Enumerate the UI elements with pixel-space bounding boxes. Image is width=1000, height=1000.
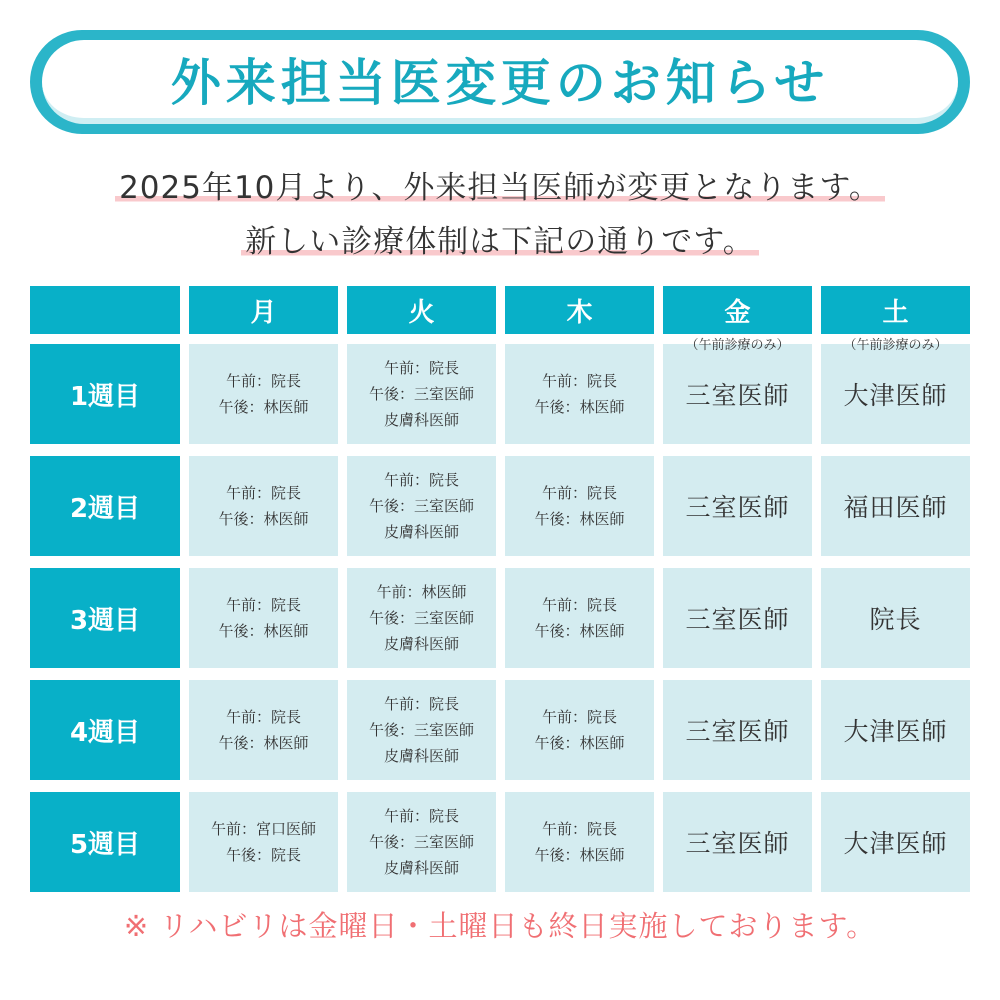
header-corner: [30, 286, 180, 334]
header-fri: 金: [663, 286, 812, 334]
schedule-line: 午前：院長: [383, 695, 459, 713]
schedule-cell-tue: [347, 792, 496, 892]
schedule-line: 午後：林医師: [534, 398, 625, 416]
schedule-line: 午前：院長: [541, 372, 617, 390]
schedule-line: 午後：林医師: [218, 622, 309, 640]
schedule-line: 午前：院長: [383, 359, 459, 377]
header-sat: 土: [821, 286, 970, 334]
schedule-line: 皮膚科医師: [383, 411, 459, 429]
schedule-line: 皮膚科医師: [383, 523, 459, 541]
schedule-cell-sat: 福田医師: [821, 456, 970, 556]
schedule-line: 午後：三室医師: [368, 497, 474, 515]
schedule-line: 午後：林医師: [534, 622, 625, 640]
schedule-line: 皮膚科医師: [383, 859, 459, 877]
schedule-cell-fri: 三室医師: [663, 344, 812, 444]
schedule-line: 午前：院長: [225, 372, 301, 390]
schedule-line: 午前：院長: [225, 484, 301, 502]
schedule-cell-thu: [505, 680, 654, 780]
schedule-line: 午前：院長: [541, 820, 617, 838]
schedule-line: 午後：林医師: [534, 846, 625, 864]
intro-line-2: [0, 216, 1000, 261]
schedule-cell-mon: [189, 456, 338, 556]
sat-morning-only-note: （午前診療のみ）: [843, 338, 948, 353]
schedule-line: 午後：林医師: [534, 734, 625, 752]
schedule-cell-tue: [347, 680, 496, 780]
header-tue: 火: [347, 286, 496, 334]
intro-line-1: [0, 162, 1000, 207]
intro-text-1: 2025年10月より、外来担当医師が変更となります。: [115, 170, 885, 206]
rehab-note: ※ リハビリは金曜日・土曜日も終日実施しております。: [123, 909, 877, 943]
schedule-cell-fri: 三室医師: [663, 568, 812, 668]
schedule-line: 午後：院長: [225, 846, 301, 864]
schedule-line: 午前：院長: [225, 708, 301, 726]
fri-morning-only-note: （午前診療のみ）: [685, 338, 790, 353]
schedule-cell-sat: 大津医師: [821, 344, 970, 444]
schedule-line: 午後：三室医師: [368, 609, 474, 627]
schedule-line: 皮膚科医師: [383, 747, 459, 765]
schedule-line: 午後：林医師: [218, 734, 309, 752]
schedule-line: 午前：院長: [383, 807, 459, 825]
title-banner-inner: [42, 40, 958, 124]
schedule-line: 午前：院長: [225, 596, 301, 614]
schedule-cell-tue: [347, 344, 496, 444]
week-label: 5週目: [30, 792, 180, 892]
schedule-line: 午前：院長: [383, 471, 459, 489]
schedule-cell-fri: 三室医師: [663, 680, 812, 780]
schedule-line: 午後：林医師: [218, 398, 309, 416]
schedule-cell-mon: [189, 792, 338, 892]
schedule-line: 午後：三室医師: [368, 721, 474, 739]
schedule-line: 午後：林医師: [218, 510, 309, 528]
schedule-cell-fri: 三室医師: [663, 456, 812, 556]
schedule-line: 午前：林医師: [376, 583, 467, 601]
schedule-line: 午前：宮口医師: [210, 820, 316, 838]
schedule-cell-thu: [505, 792, 654, 892]
intro-text-2: 新しい診療体制は下記の通りです。: [241, 224, 759, 260]
week-label: 2週目: [30, 456, 180, 556]
schedule-cell-thu: [505, 456, 654, 556]
schedule-cell-tue: [347, 568, 496, 668]
week-label: 3週目: [30, 568, 180, 668]
schedule-line: 午後：三室医師: [368, 385, 474, 403]
schedule-line: 午前：院長: [541, 708, 617, 726]
schedule-cell-sat: 大津医師: [821, 680, 970, 780]
schedule-cell-thu: [505, 344, 654, 444]
schedule-cell-fri: 三室医師: [663, 792, 812, 892]
schedule-cell-mon: [189, 344, 338, 444]
schedule-cell-sat: 院長: [821, 568, 970, 668]
week-label: 4週目: [30, 680, 180, 780]
schedule-line: 皮膚科医師: [383, 635, 459, 653]
schedule-line: 午後：林医師: [534, 510, 625, 528]
header-thu: 木: [505, 286, 654, 334]
schedule-line: 午前：院長: [541, 596, 617, 614]
schedule-cell-sat: 大津医師: [821, 792, 970, 892]
schedule-cell-mon: [189, 568, 338, 668]
schedule-line: 午前：院長: [541, 484, 617, 502]
schedule-cell-mon: [189, 680, 338, 780]
page-title: 外来担当医変更のお知らせ: [170, 54, 830, 112]
schedule-cell-thu: [505, 568, 654, 668]
header-mon: 月: [189, 286, 338, 334]
schedule-cell-tue: [347, 456, 496, 556]
schedule-line: 午後：三室医師: [368, 833, 474, 851]
week-label: 1週目: [30, 344, 180, 444]
